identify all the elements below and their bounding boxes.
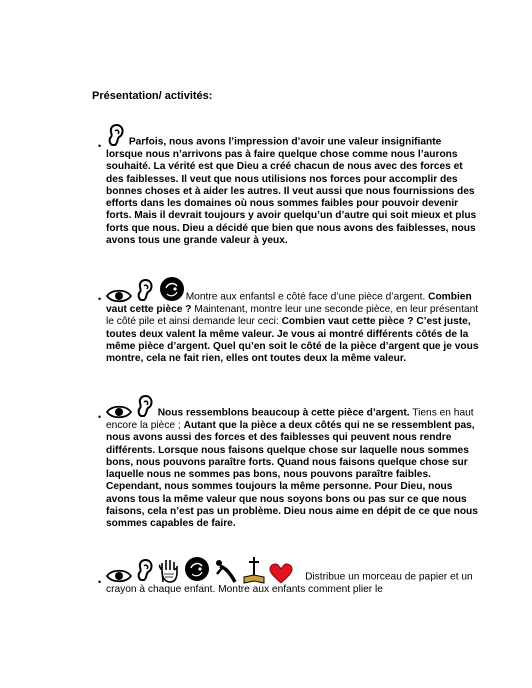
- item-text-part: Autant que la pièce a deux côtés qui ne se ressemblent pas, nous avons aussi des forces et des faiblesses qui peuvent nous rendre différents. Lorsque nous faisons quelque chose sur laquelle nous sommes bons, nous pouvons paraître forts. Quand nous faisons quelque chose sur laquelle nous ne sommes pas bons, nous pouvons paraître faibles. Cependant, nous sommes toujours la même personne. Pour Dieu, nous avons tous la même valeur que nous soyons bons ou pas sur ce que nous faisons, cela n’est pas un problème. Dieu nous aime en dépit de ce que nous sommes capables de faire.: [106, 420, 478, 530]
- head-thinking-icon: [158, 276, 186, 304]
- ear-icon: [135, 278, 155, 304]
- eye-icon: [106, 404, 132, 420]
- list-item: [98, 394, 480, 531]
- item-text-part: Nous ressemblons beaucoup à cette pièce d’argent.: [157, 407, 410, 419]
- list-item: [98, 556, 480, 596]
- bullet: •: [98, 412, 102, 422]
- item-text-part: Tiens en haut encore la pièce ;: [106, 407, 474, 431]
- section-heading: Présentation/ activités:: [92, 90, 213, 102]
- item-text: Distribue un morceau de papier et un crayon à chaque enfant. Montre aux enfants comment plier le: [106, 571, 473, 595]
- icon-group: [106, 556, 293, 584]
- list-item: [98, 123, 480, 247]
- item-text-part: Combien vaut cette pièce ? C’est juste, toutes deux valent la même valeur. Je vous ai montré différents côtés de la même pièce d’argent. Quel qu’en soit le côté de la pièce d’argent que je vous montre, cela ne fait rien, elles ont toutes deux la même valeur.: [106, 316, 479, 365]
- item-text: Parfois, nous avons l’impression d’avoir une valeur insignifiante lorsque nous n’arrivons pas à faire quelque chose comme nous l’aurons souhaité. La vérité est que Dieu a créé chacun de nous avec des forces et des faiblesses. Il veut que nous utilisions nos forces pour accomplir des bonnes choses et à aider les autres. Il veut aussi que nous fournissions des efforts dans les domaines où nous sommes faibles pour pouvoir devenir forts. Mais il devrait toujours y avoir quelqu’un d’autre qui soit mieux et plus forts que nous. Dieu a décidé que bien que nous avons des faiblesses, nous avons tous une grande valeur à yeux.: [106, 136, 477, 247]
- cross-bible-icon: [242, 556, 266, 584]
- eye-icon: [106, 288, 132, 304]
- hand-icon: [158, 558, 180, 584]
- icon-group: [106, 394, 155, 420]
- ear-icon: [135, 558, 155, 584]
- item-text-part: Maintenant, montre leur une seconde pièce, en leur présentant le côté pile et ainsi demande leur ceci:: [106, 304, 479, 328]
- bullet: •: [98, 141, 102, 151]
- icon-group: [106, 123, 126, 149]
- ear-icon: [106, 123, 126, 149]
- eye-icon: [106, 568, 132, 584]
- person-bending-icon: [213, 558, 239, 584]
- ear-icon: [135, 394, 155, 420]
- item-text-part: Montre aux enfantsl e côté face d’une pièce d’argent.: [185, 291, 426, 303]
- head-thinking-icon: [183, 556, 211, 584]
- list-item: [98, 276, 480, 365]
- heart-icon: [269, 562, 293, 584]
- icon-group: [106, 276, 186, 304]
- bullet: •: [98, 577, 102, 587]
- item-text-part: Combien vaut cette pièce ?: [106, 291, 472, 315]
- bullet: •: [98, 294, 102, 304]
